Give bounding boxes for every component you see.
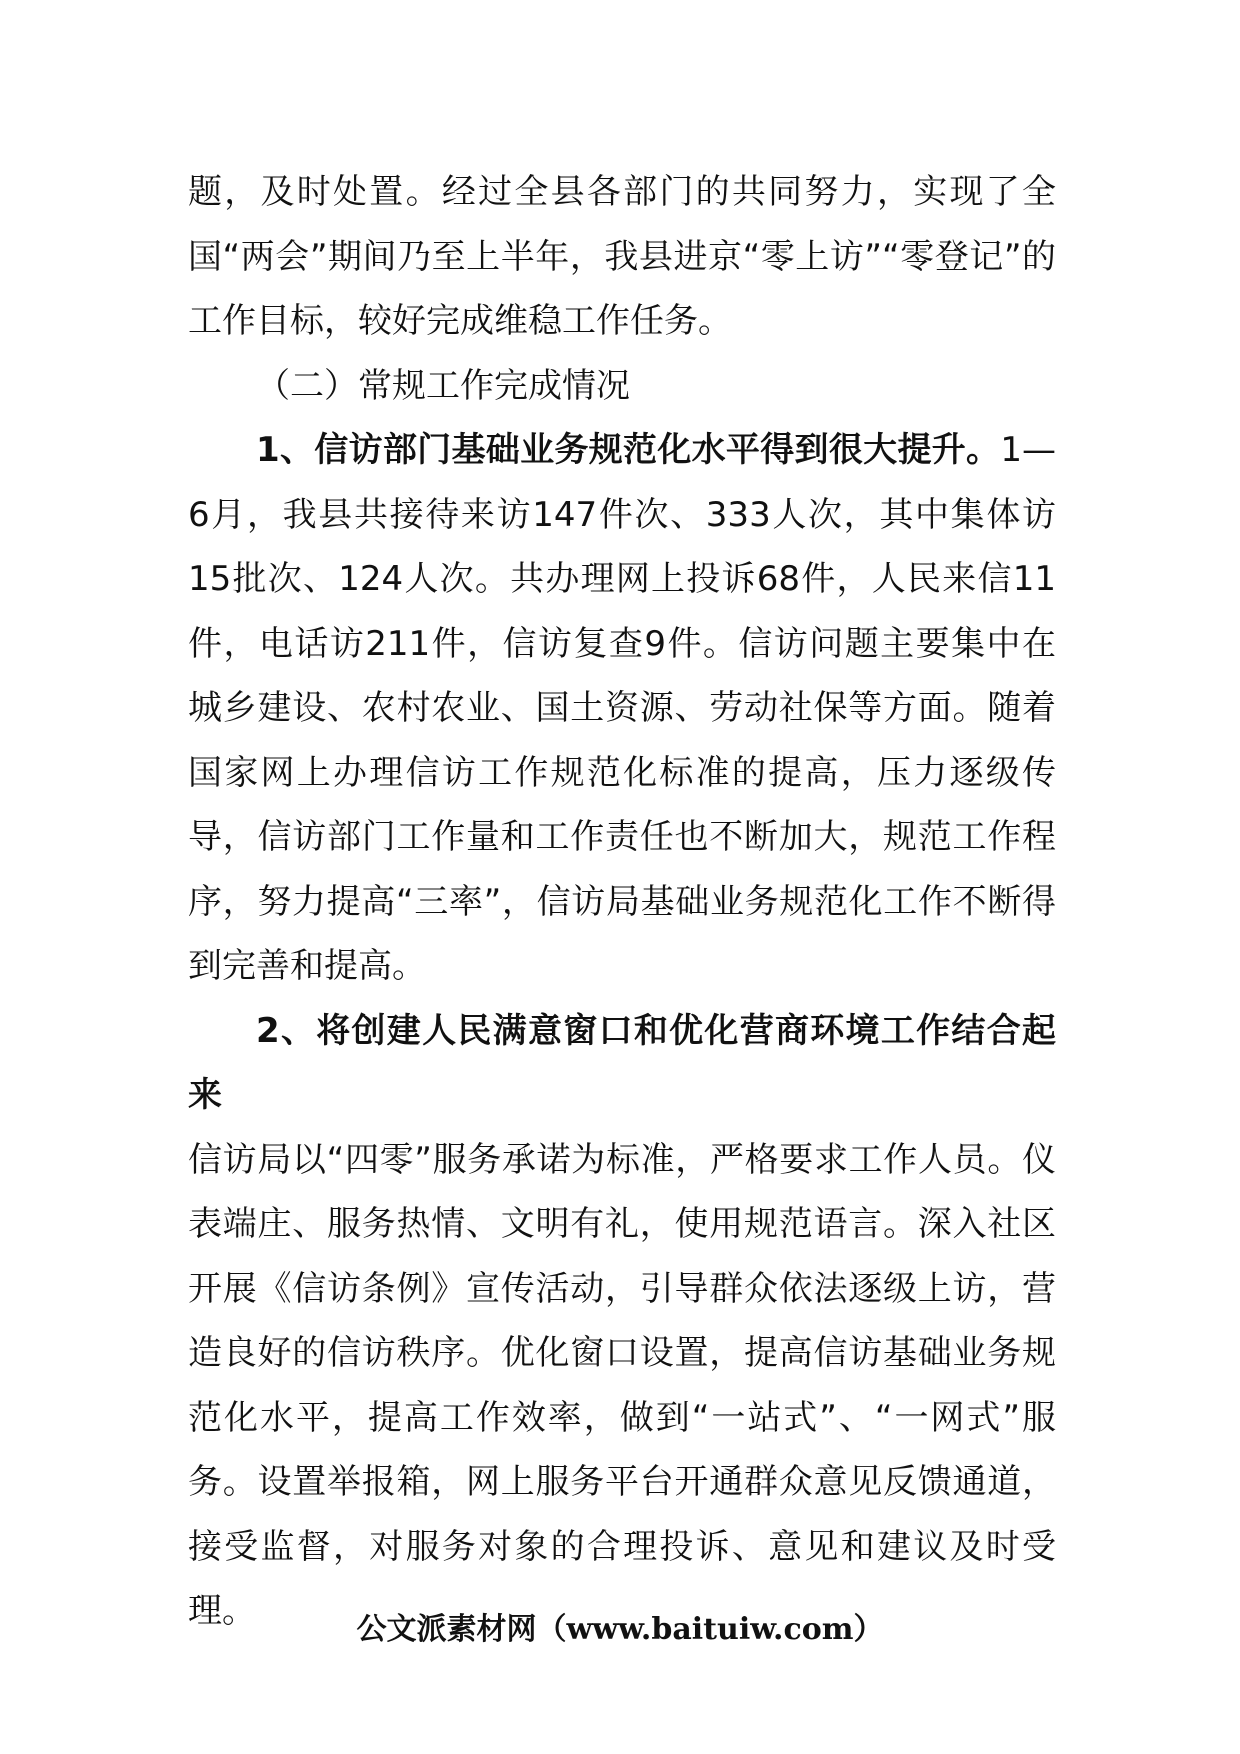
- item-2-text: 信访局以“四零”服务承诺为标准，严格要求工作人员。仪表端庄、服务热情、文明有礼，使用规范语言。深入社区开展《信访条例》宣传活动，引导群众依法逐级上访，营造良好的信访秩序。优化窗口设置，提高信访基础业务规范化水平，提高工作效率，做到“一站式”、“一网式”服务。设置举报箱，网上服务平台开通群众意见反馈通道，接受监督，对服务对象的合理投诉、意见和建议及时受理。: [188, 1139, 1056, 1631]
- section-heading: （二）常规工作完成情况: [256, 365, 630, 406]
- item-1-text: 1—6月，我县共接待来访147件次、333人次，其中集体访15批次、124人次。共办理网上投诉68件，人民来信11件，电话访211件，信访复查9件。信访问题主要集中在城乡建设、农村农业、国土资源、劳动社保等方面。随着国家网上办理信访工作规范化标准的提高，压力逐级传导，信访部门工作量和工作责任也不断加大，规范工作程序，努力提高“三率”，信访局基础业务规范化工作不断得到完善和提高。: [188, 430, 1056, 986]
- item-1-heading: 1、信访部门基础业务规范化水平得到很大提升。: [256, 430, 1001, 470]
- item-2-heading: [188, 999, 1056, 1128]
- item-1-paragraph: [188, 418, 1056, 999]
- item-2-heading-text: 2、将创建人民满意窗口和优化营商环境工作结合起来: [188, 1010, 1056, 1115]
- document-body: [188, 160, 1056, 1644]
- footer-watermark: 公文派素材网（www.baituiw.com）: [356, 1612, 884, 1647]
- paragraph-continuation: 题，及时处置。经过全县各部门的共同努力，实现了全国“两会”期间乃至上半年，我县进京“零上访”“零登记”的工作目标，较好完成维稳工作任务。: [188, 172, 1056, 341]
